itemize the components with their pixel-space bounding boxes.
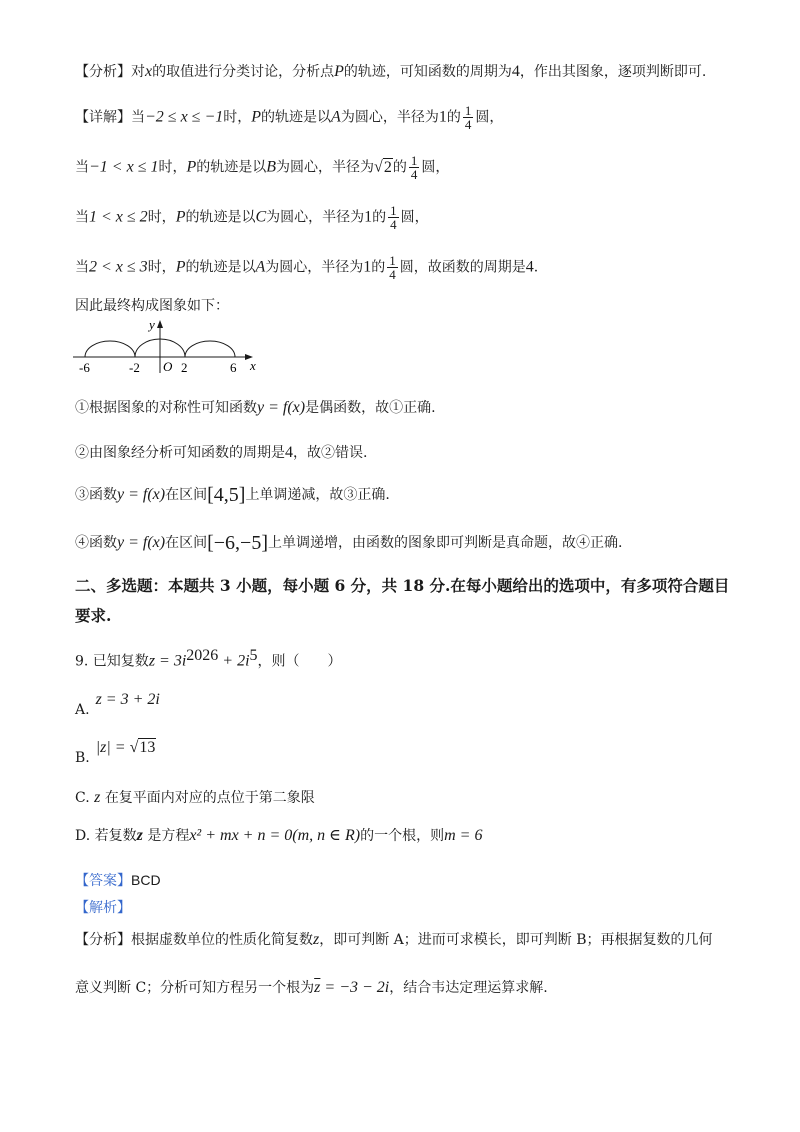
y-axis-label: y: [149, 317, 155, 332]
detail-case-2: 当−1 < x ≤ 1时，P的轨迹是以B为圆心，半径为√2的 $\frac{1}{4}$ 圆，: [75, 153, 450, 182]
function-graph: [70, 315, 270, 377]
fraction: $\frac{1}{4}$: [410, 153, 418, 182]
y-axis-arrow: [157, 320, 163, 328]
detail-case-4: 当2 < x ≤ 3时，P的轨迹是以A为圆心，半径为1的 $\frac{1}{4}$ 圆，故函数的周期是4.: [75, 253, 539, 282]
answer-line: [75, 870, 161, 891]
analysis-paragraph: 【分析】对x的取值进行分类讨论，分析点P的轨迹，可知函数的周期为4，作出其图象，逐项判断即可.: [75, 63, 707, 80]
graph-arc-right: [185, 341, 235, 357]
statement-4: ④函数y = f(x)在区间[−6,−5]上单调递增，由函数的图象即可判断是真命题，故④正确.: [75, 532, 623, 554]
option-b: B.|z| = √13: [75, 739, 156, 766]
analysis-2-line-1: 【分析】根据虚数单位的性质化简复数z，即可判断 A；进而可求模长，即可判断 B；再根据复数的几何: [75, 931, 713, 948]
option-c: C. z 在复平面内对应的点位于第二象限: [75, 789, 315, 806]
tick-label: 6: [230, 360, 237, 375]
section-heading-cont: 要求.: [75, 606, 112, 625]
analysis-tag-line: 【解析】: [75, 900, 131, 916]
statement-1: ①根据图象的对称性可知函数y = f(x)是偶函数，故①正确.: [75, 399, 436, 416]
answer-tag: 【答案】: [75, 873, 131, 889]
origin-label: O: [163, 359, 173, 374]
analysis-tag: 【分析】: [75, 64, 131, 80]
option-d: D. 若复数z 是方程x² + mx + n = 0(m, n ∈ R)的一个根，则m = 6: [75, 827, 483, 844]
detail-tag: 【详解】: [75, 109, 131, 126]
tick-label: -2: [129, 360, 140, 375]
sqrt-expression: √13: [129, 739, 156, 756]
graph-arc-middle-right: [160, 339, 185, 357]
detail-case-1: 【详解】当−2 ≤ x ≤ −1时，P的轨迹是以A为圆心，半径为1的 $\frac{1}{4}$ 圆，: [75, 103, 504, 132]
statement-3: ③函数y = f(x)在区间[4,5]上单调递减，故③正确.: [75, 484, 390, 506]
detail-case-3: 当1 < x ≤ 2时，P的轨迹是以C为圆心，半径为1的 $\frac{1}{4}$ 圆，: [75, 203, 429, 232]
option-a: A.z = 3 + 2i: [75, 691, 160, 718]
fraction: $\frac{1}{4}$: [389, 253, 396, 282]
graph-intro: 因此最终构成图象如下：: [75, 298, 229, 314]
x-axis-label: x: [250, 358, 256, 373]
fraction: $\frac{1}{4}$: [390, 203, 397, 232]
tick-label: -6: [79, 360, 90, 375]
analysis-2-line-2: 意义判断 C；分析可知方程另一个根为$\overline{z} = -3 - 2i$，结合韦达定理运算求解.: [75, 979, 548, 996]
graph-arc-middle-left: [135, 339, 160, 357]
tick-label: 2: [181, 360, 188, 375]
answer-value: BCD: [131, 872, 161, 888]
section-heading: 二、多选题：本题共 3 小题，每小题 6 分，共 18 分.在每小题给出的选项中，有多项符合题目: [75, 576, 730, 595]
graph-arc-left: [85, 341, 135, 357]
question-9-stem: 9. 已知复数$z = 3i^{2026} + 2i^5$，则（ ）: [75, 647, 342, 670]
statement-2: ②由图象经分析可知函数的周期是4，故②错误.: [75, 444, 368, 461]
fraction: $\frac{1}{4}$: [464, 103, 472, 132]
sqrt-expression: √2: [374, 158, 392, 176]
